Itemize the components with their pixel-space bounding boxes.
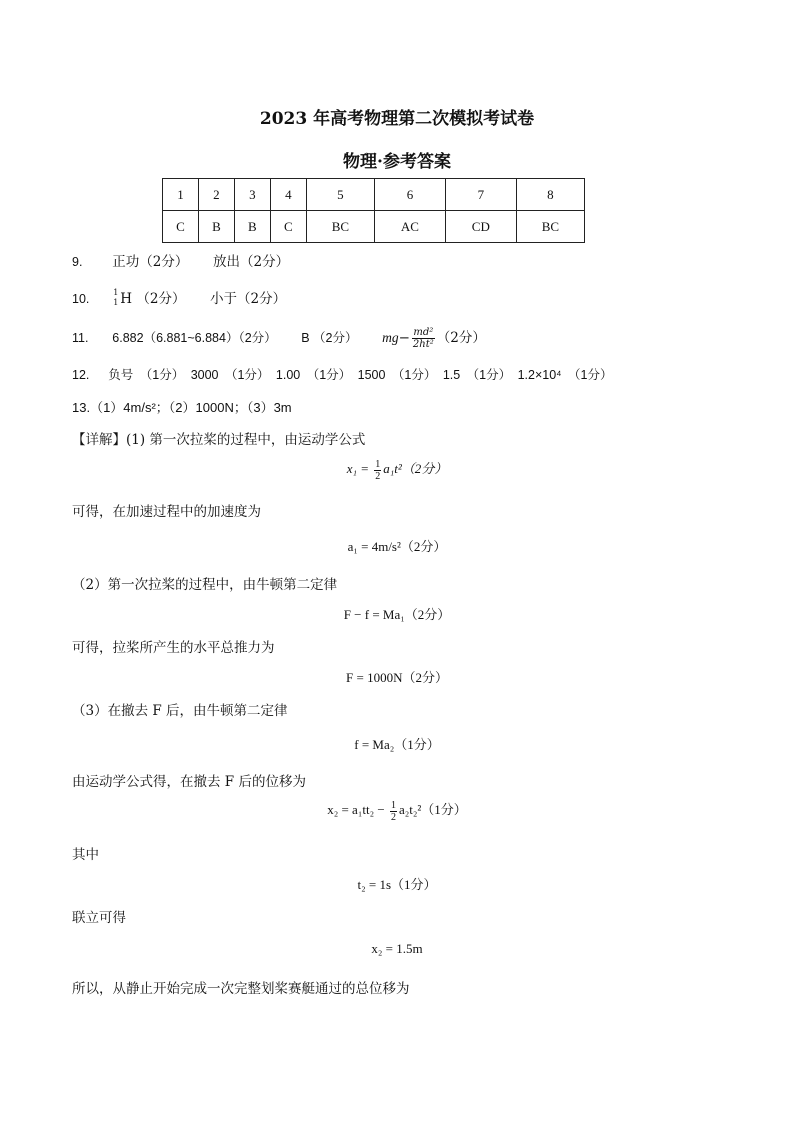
equation-fraction <box>390 800 397 823</box>
formula-fraction <box>412 327 435 350</box>
fraction-numerator: md² <box>413 327 434 338</box>
question-12 <box>72 365 612 383</box>
fraction-denominator: 2 <box>390 811 396 823</box>
question-11 <box>72 326 486 350</box>
equation-2: a₁ = 4m/s²（2分） <box>347 539 447 554</box>
atomic-number: 1 <box>113 298 119 307</box>
text-line: 其中 <box>72 847 99 863</box>
question-9 <box>72 250 289 270</box>
page-title: 2023 年高考物理第二次模拟考试卷 <box>259 109 535 129</box>
element-symbol: H <box>120 291 133 307</box>
question-10 <box>72 287 286 307</box>
equation-7: t₂ = 1s（1分） <box>357 877 437 892</box>
answer-text: 放出（2分） <box>212 254 290 270</box>
question-number: 9. <box>72 255 83 269</box>
isotope-indices <box>112 288 120 307</box>
text-line: 可得，在加速过程中的加速度为 <box>72 504 261 520</box>
table-cell: B <box>234 211 270 243</box>
answer-table-answer-row <box>163 211 585 243</box>
answer-text: （2分） <box>136 291 186 307</box>
question-13-summary: 13.（1）4m/s²；（2）1000N；（3）3m <box>72 400 292 415</box>
equation-part: a₂t₂²（1分） <box>398 802 467 817</box>
question-number: 12. <box>72 368 90 382</box>
text-line: （3）在撤去 F 后，由牛顿第二定律 <box>72 703 288 719</box>
detail-intro: 【详解】(1) 第一次拉桨的过程中，由运动学公式 <box>72 432 366 448</box>
fraction-denominator: 2 <box>375 470 381 482</box>
table-cell: 6 <box>375 179 446 211</box>
answer-text: B （2分） <box>301 331 358 345</box>
table-cell: BC <box>306 211 374 243</box>
text-line: 由运动学公式得，在撤去 F 后的位移为 <box>72 774 306 790</box>
answer-table <box>162 178 585 243</box>
table-cell: B <box>198 211 234 243</box>
table-cell: 3 <box>234 179 270 211</box>
table-cell: 7 <box>445 179 516 211</box>
text-line: （2）第一次拉桨的过程中，由牛顿第二定律 <box>72 577 338 593</box>
table-cell: 2 <box>198 179 234 211</box>
table-cell: 8 <box>516 179 584 211</box>
table-cell: AC <box>375 211 446 243</box>
answer-text: 正功（2分） <box>112 254 189 270</box>
text-line: 可得，拉桨所产生的水平总推力为 <box>72 640 275 656</box>
table-cell: 5 <box>306 179 374 211</box>
table-cell: 4 <box>270 179 306 211</box>
text-line: 所以，从静止开始完成一次完整划桨赛艇通过的总位移为 <box>72 981 410 997</box>
table-cell: C <box>163 211 199 243</box>
fraction-numerator: 1 <box>390 799 396 811</box>
table-cell: CD <box>445 211 516 243</box>
equation-part: x₁ = <box>346 461 370 476</box>
answer-text: （2分） <box>436 330 486 346</box>
formula-minus: − <box>398 330 410 346</box>
equation-6 <box>0 799 794 823</box>
table-cell: 1 <box>163 179 199 211</box>
formula-mg: mg <box>382 330 399 345</box>
question-number: 11. <box>72 331 89 345</box>
equation-4: F = 1000N（2分） <box>346 670 448 685</box>
equation-1 <box>0 458 794 482</box>
equation-fraction <box>374 459 381 482</box>
equation-8: x₂ = 1.5m <box>371 941 423 956</box>
mass-number: 1 <box>113 288 119 297</box>
answer-table-number-row <box>163 179 585 211</box>
question-number: 10. <box>72 292 90 306</box>
table-cell: BC <box>516 211 584 243</box>
answer-text: 6.882（6.881~6.884）（2分） <box>112 331 277 345</box>
equation-5: f = Ma₂（1分） <box>354 737 440 752</box>
equation-part: x₂ = a₁tt₂ − <box>327 802 385 817</box>
answer-text: 小于（2分） <box>210 291 287 307</box>
equation-3: F − f = Ma₁（2分） <box>343 607 451 622</box>
fraction-denominator: 2ht² <box>412 339 434 350</box>
page-subtitle: 物理·参考答案 <box>343 152 451 172</box>
table-cell: C <box>270 211 306 243</box>
text-line: 联立可得 <box>72 910 126 926</box>
answer-text: 负号 （1分） 3000 （1分） 1.00 （1分） 1500 （1分） 1.5 （1分） 1.2×10⁴ （1分） <box>108 368 613 382</box>
equation-part: a₁t²（2分） <box>383 461 448 476</box>
fraction-numerator: 1 <box>375 458 381 470</box>
